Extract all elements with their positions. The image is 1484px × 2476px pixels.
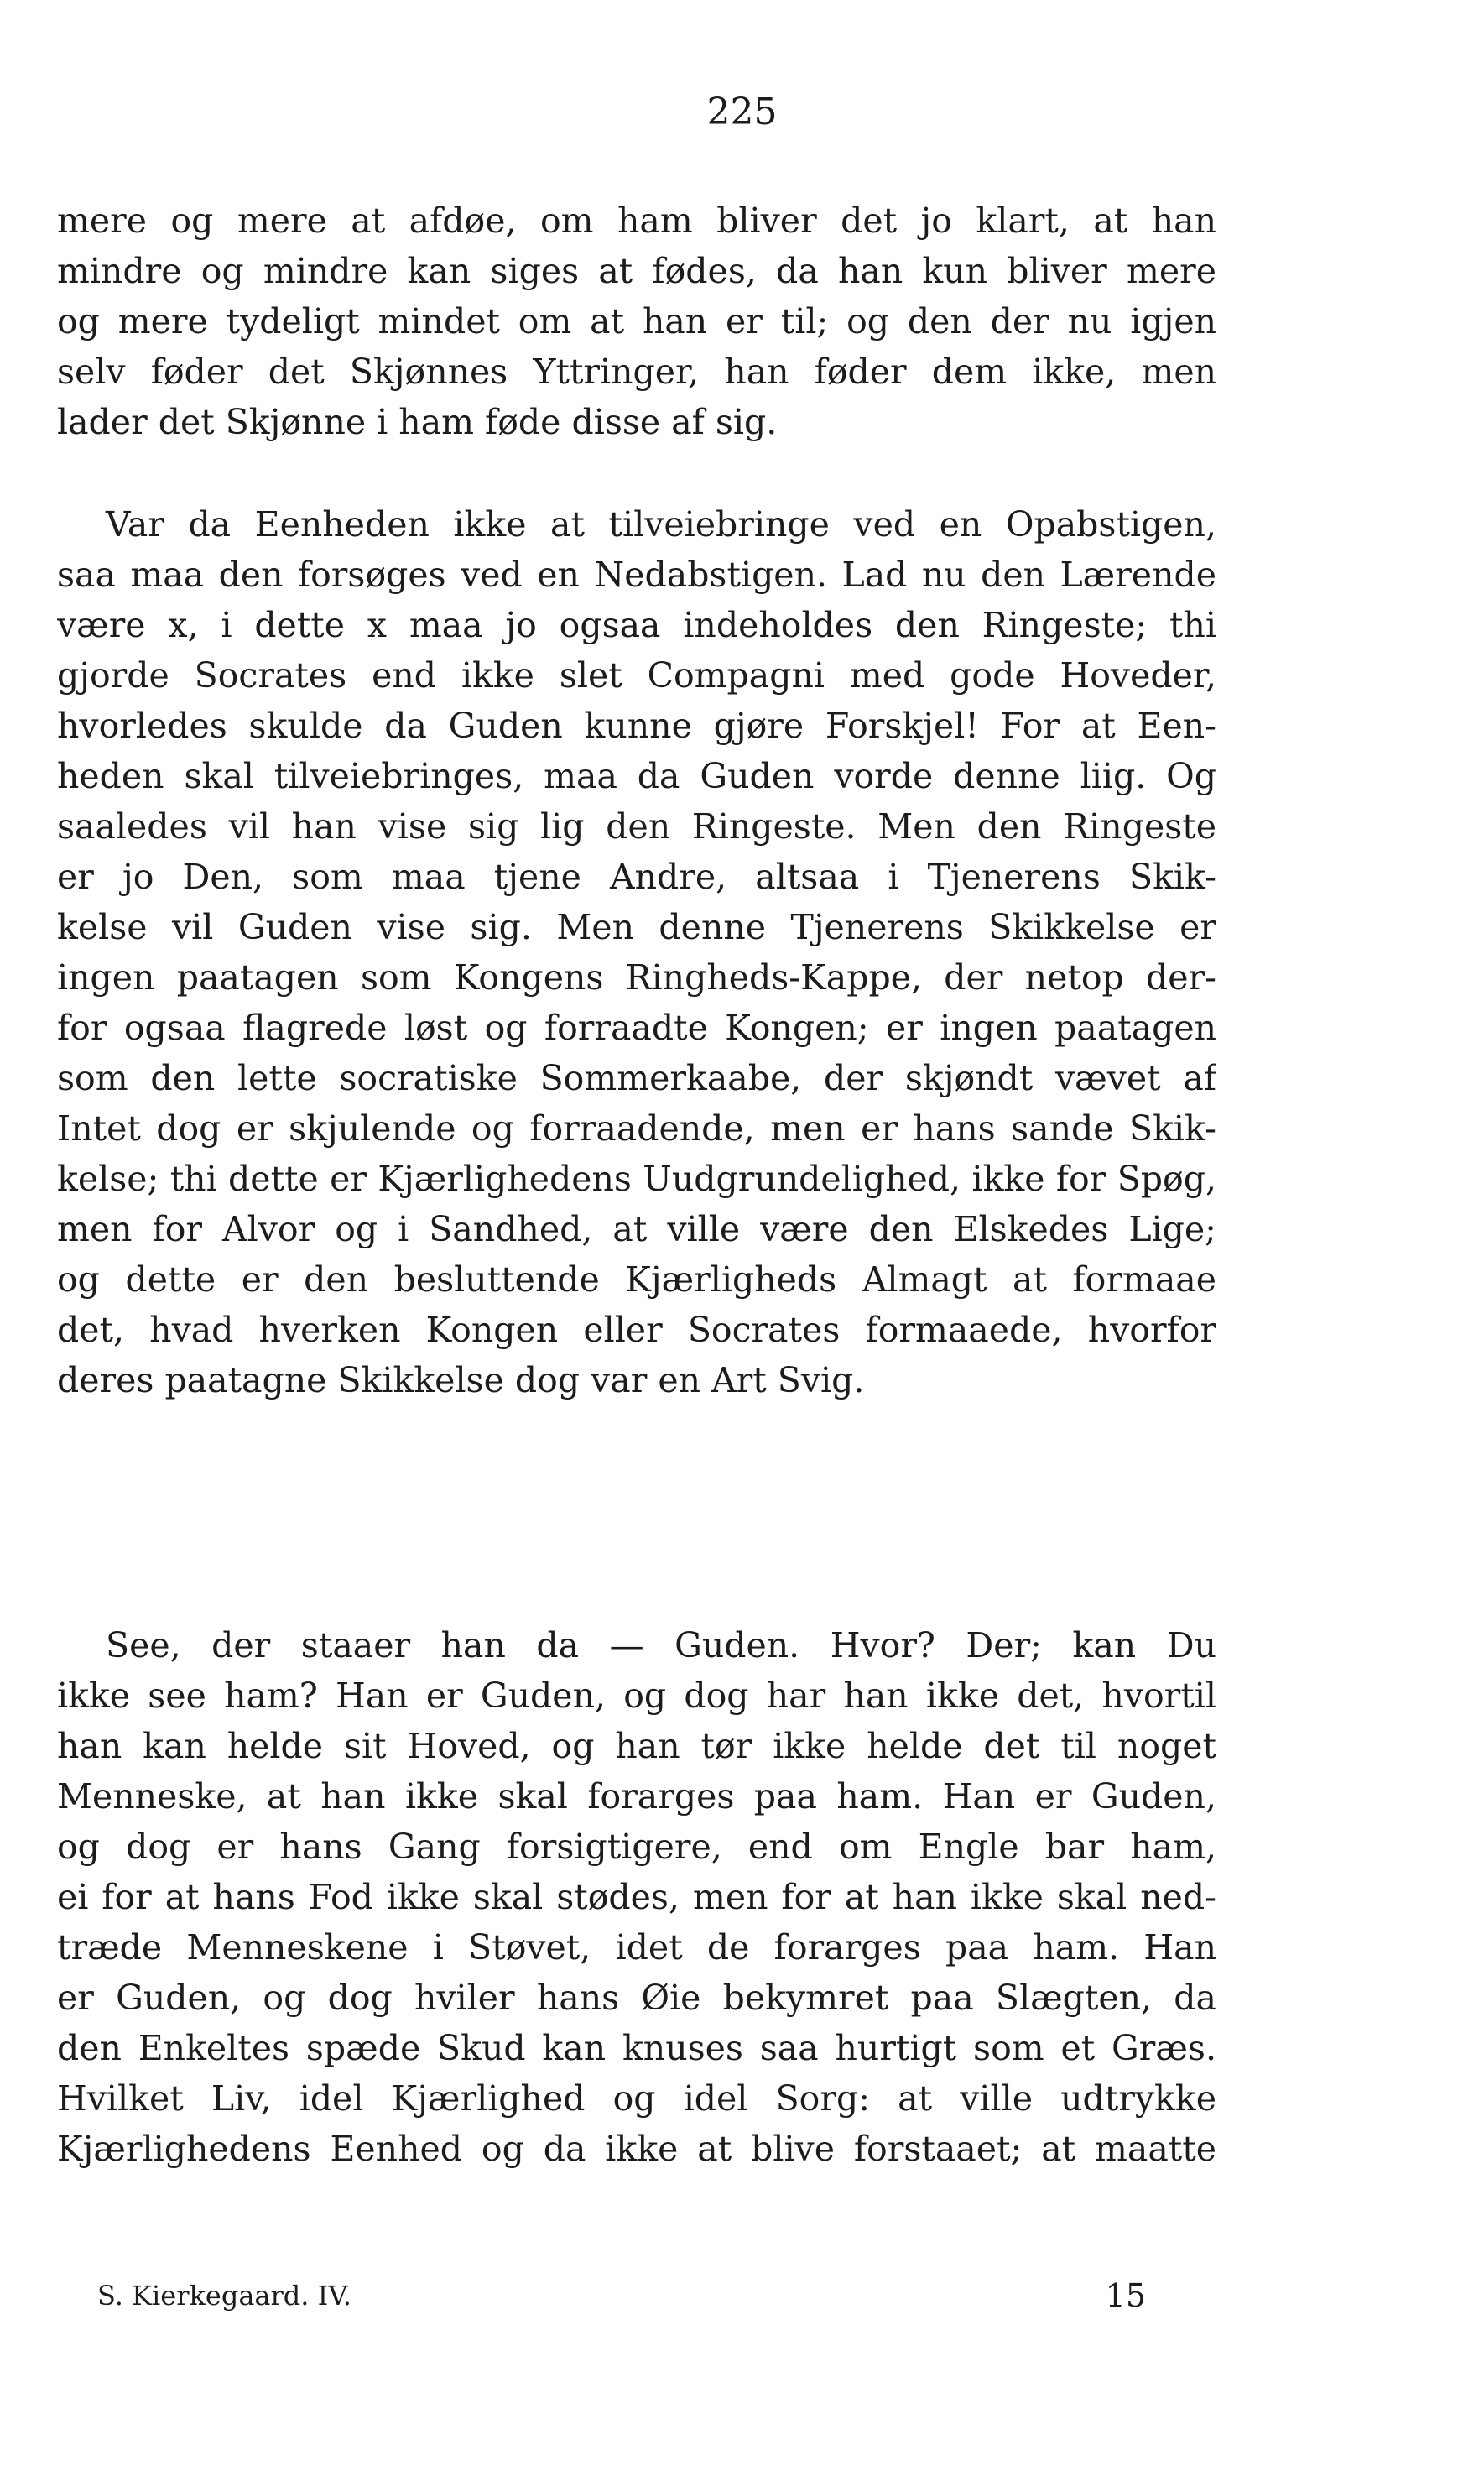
text-line: men for Alvor og i Sandhed, at ville være den Elskedes Lige; bbox=[57, 1209, 1216, 1249]
text-line: det, hvad hverken Kongen eller Socrates formaaede, hvorfor bbox=[57, 1310, 1216, 1350]
text-line: træde Menneskene i Støvet, idet de forarges paa ham. Han bbox=[57, 1927, 1216, 1968]
paragraph-3 bbox=[57, 1620, 1216, 2174]
text-line: og dog er hans Gang forsigtigere, end om Engle bar ham, bbox=[57, 1827, 1216, 1867]
text-line: Menneske, at han ikke skal forarges paa ham. Han er Guden, bbox=[57, 1776, 1216, 1817]
text-line: ikke see ham? Han er Guden, og dog har han ikke det, hvortil bbox=[57, 1676, 1216, 1716]
text-line: gjorde Socrates end ikke slet Compagni med gode Hoveder, bbox=[57, 655, 1216, 696]
page-footer bbox=[57, 2272, 1216, 2319]
text-line: saa maa den forsøges ved en Nedabstigen. Lad nu den Lærende bbox=[57, 555, 1216, 595]
text-line: mere og mere at afdøe, om ham bliver det jo klart, at han bbox=[57, 201, 1216, 241]
text-line: ingen paatagen som Kongens Ringheds-Kappe, der netop der- bbox=[57, 957, 1216, 998]
text-line: mindre og mindre kan siges at fødes, da han kun bliver mere bbox=[57, 251, 1216, 291]
text-line: er Guden, og dog hviler hans Øie bekymret paa Slægten, da bbox=[57, 1978, 1216, 2018]
text-line: kelse; thi dette er Kjærlighedens Uudgrundelighed, ikke for Spøg, bbox=[57, 1159, 1216, 1199]
text-line: for ogsaa flagrede løst og forraadte Kongen; er ingen paatagen bbox=[57, 1008, 1216, 1048]
text-line: som den lette socratiske Sommerkaabe, der skjøndt vævet af bbox=[57, 1058, 1216, 1098]
text-line: hvorledes skulde da Guden kunne gjøre Forskjel! For at Een- bbox=[57, 706, 1216, 746]
text-line: den Enkeltes spæde Skud kan knuses saa hurtigt som et Græs. bbox=[57, 2028, 1216, 2068]
text-line: See, der staaer han da — Guden. Hvor? Der; kan Du bbox=[106, 1625, 1216, 1665]
text-line: og mere tydeligt mindet om at han er til; og den der nu igjen bbox=[57, 301, 1216, 341]
text-line: deres paatagne Skikkelse dog var en Art Svig. bbox=[57, 1360, 865, 1400]
text-line: selv føder det Skjønnes Yttringer, han føder dem ikke, men bbox=[57, 352, 1216, 392]
text-line: Var da Eenheden ikke at tilveiebringe ved en Opabstigen, bbox=[106, 504, 1216, 545]
sheet-number: 15 bbox=[1105, 2277, 1146, 2314]
text-line: ei for at hans Fod ikke skal stødes, men for at han ikke skal ned- bbox=[57, 1877, 1216, 1917]
paragraph-2 bbox=[57, 499, 1216, 1405]
text-line: Kjærlighedens Eenhed og da ikke at blive forstaaet; at maatte bbox=[57, 2129, 1216, 2169]
text-line: heden skal tilveiebringes, maa da Guden vorde denne liig. Og bbox=[57, 756, 1216, 796]
text-line: kelse vil Guden vise sig. Men denne Tjenerens Skikkelse er bbox=[57, 907, 1216, 947]
text-line: Hvilket Liv, idel Kjærlighed og idel Sorg: at ville udtrykke bbox=[57, 2078, 1216, 2119]
text-line: er jo Den, som maa tjene Andre, altsaa i Tjenerens Skik- bbox=[57, 857, 1216, 897]
page-number: 225 bbox=[706, 91, 778, 133]
text-line: saaledes vil han vise sig lig den Ringeste. Men den Ringeste bbox=[57, 806, 1216, 847]
text-line: være x, i dette x maa jo ogsaa indeholdes den Ringeste; thi bbox=[57, 605, 1216, 645]
text-line: Intet dog er skjulende og forraadende, men er hans sande Skik- bbox=[57, 1108, 1216, 1149]
footer-signature: S. Kierkegaard. IV. bbox=[97, 2280, 351, 2312]
text-line: og dette er den besluttende Kjærligheds Almagt at formaae bbox=[57, 1259, 1216, 1300]
paragraph-1 bbox=[57, 195, 1216, 447]
text-line: lader det Skjønne i ham føde disse af sig. bbox=[57, 402, 778, 442]
text-line: han kan helde sit Hoved, og han tør ikke helde det til noget bbox=[57, 1726, 1216, 1766]
